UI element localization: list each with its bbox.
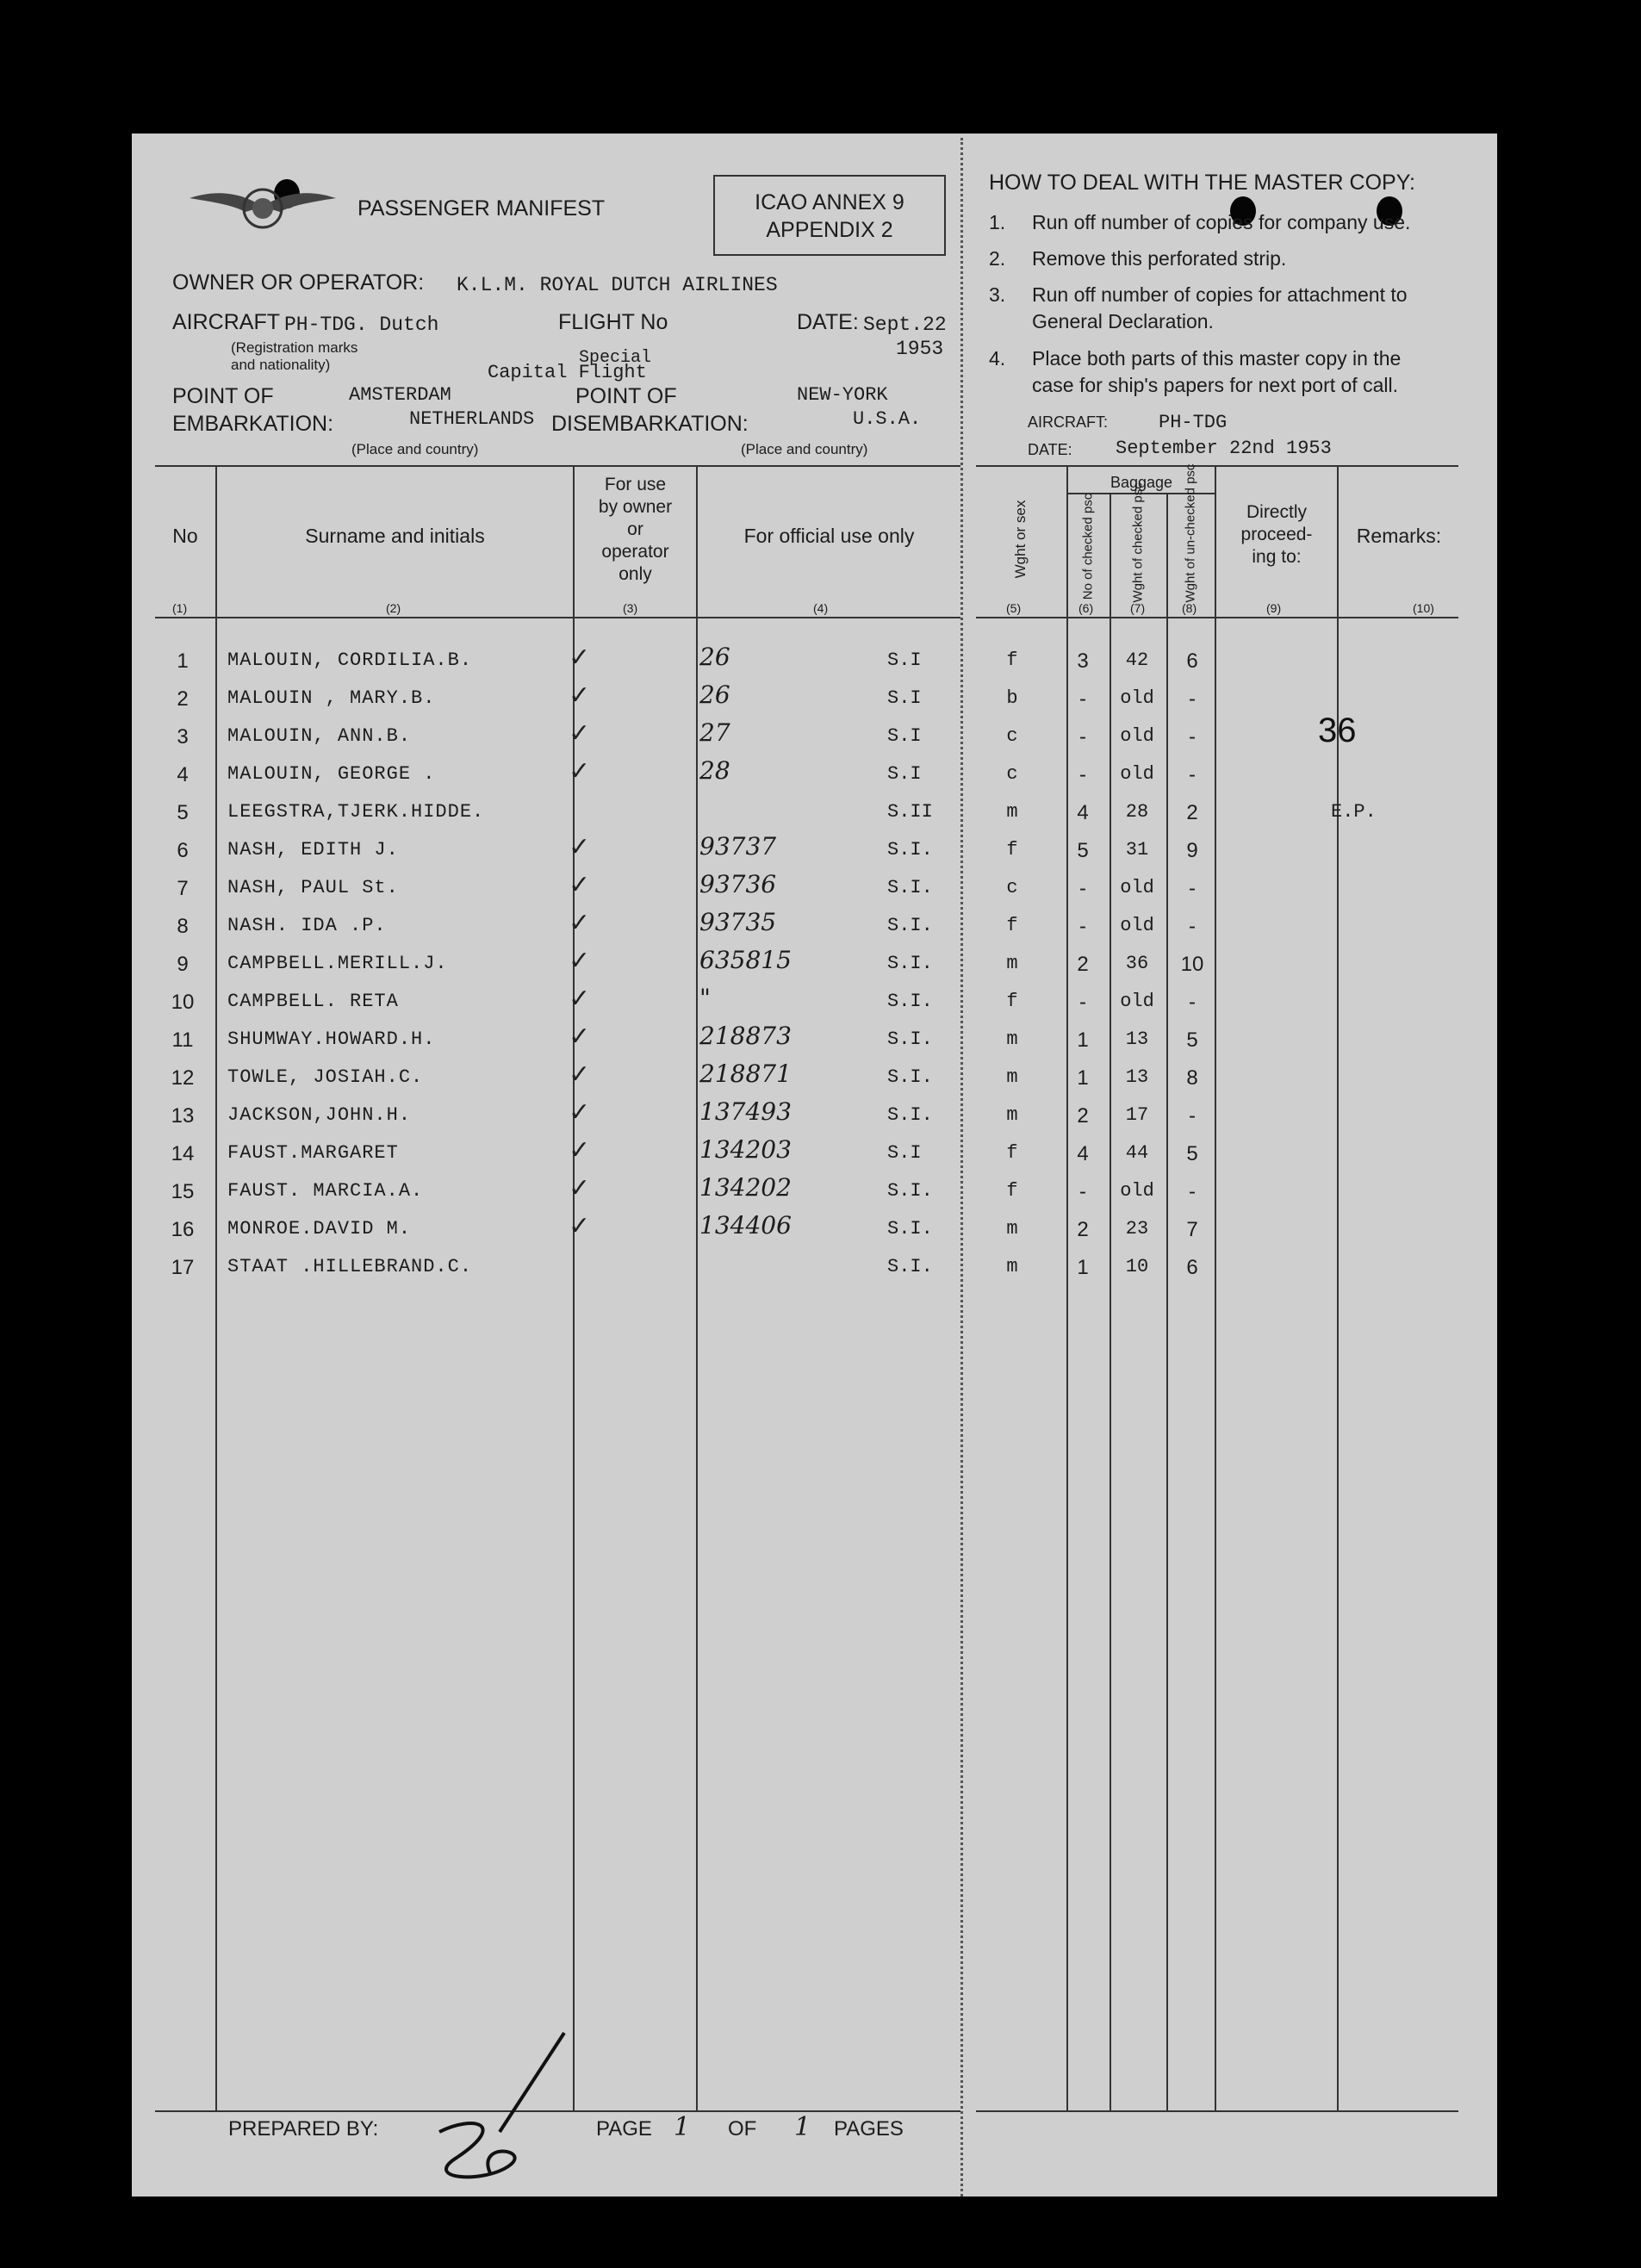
checked-weight: old: [1120, 763, 1154, 785]
weight-or-sex: f: [1006, 839, 1018, 861]
passenger-name: MALOUIN, GEORGE .: [227, 763, 436, 785]
passenger-name: MONROE.DAVID M.: [227, 1218, 412, 1240]
icao-annex: ICAO ANNEX 9: [755, 190, 904, 214]
col-header-no: No: [172, 525, 198, 547]
embarkation-label-2: EMBARKATION:: [172, 412, 334, 436]
manifest-title: PASSENGER MANIFEST: [357, 196, 606, 221]
owner-check-mark: ✓: [569, 719, 591, 748]
page-label: PAGE: [596, 2117, 652, 2141]
table-top-rule: [976, 465, 1458, 467]
owner-use-line: by owner: [598, 497, 673, 517]
unchecked-weight: 2: [1186, 801, 1198, 824]
passenger-name: JACKSON,JOHN.H.: [227, 1104, 412, 1126]
table-row: [0, 718, 1641, 756]
checked-weight: old: [1120, 991, 1154, 1012]
col-number: (4): [813, 601, 829, 615]
checked-weight: old: [1120, 725, 1154, 747]
checked-pieces: 5: [1077, 839, 1089, 862]
handwritten-annotation: 36: [1318, 711, 1357, 749]
table-row: [0, 680, 1641, 718]
prepared-by-label: PREPARED BY:: [228, 2117, 379, 2141]
unchecked-weight: 6: [1186, 649, 1198, 673]
official-number: 93735: [699, 908, 777, 936]
owner-check-mark: ✓: [569, 947, 591, 975]
row-number: 4: [177, 763, 189, 786]
owner-use-line: For use: [604, 475, 667, 494]
owner-value: K.L.M. ROYAL DUTCH AIRLINES: [457, 274, 778, 296]
col-number: (8): [1182, 601, 1197, 615]
owner-check-mark: ✓: [569, 1212, 591, 1240]
checked-pieces: -: [1079, 991, 1086, 1014]
table-top-rule: [155, 465, 960, 467]
passenger-name: SHUMWAY.HOWARD.H.: [227, 1028, 436, 1050]
travel-class: S.I.: [887, 1028, 933, 1050]
checked-pieces: 2: [1077, 1104, 1089, 1128]
directly-line: ing to:: [1252, 547, 1302, 567]
travel-class: S.I.: [887, 1066, 933, 1088]
instruction-1-num: 1.: [989, 211, 1006, 233]
instruction-3: Run off number of copies for attachment to: [1032, 283, 1408, 306]
passenger-name: CAMPBELL.MERILL.J.: [227, 953, 448, 974]
table-row: [0, 1249, 1641, 1287]
checked-weight: 44: [1125, 1142, 1149, 1164]
unchecked-weight: -: [1189, 915, 1196, 938]
checked-weight: old: [1120, 877, 1154, 898]
instructions-title: HOW TO DEAL WITH THE MASTER COPY:: [989, 171, 1415, 195]
unchecked-weight: -: [1189, 1104, 1196, 1128]
flight-value-capital: Capital Flight: [488, 362, 647, 383]
passenger-name: MALOUIN, ANN.B.: [227, 725, 412, 747]
passenger-name: LEEGSTRA,TJERK.HIDDE.: [227, 801, 485, 823]
checked-weight: old: [1120, 915, 1154, 936]
checked-weight: 10: [1125, 1256, 1149, 1277]
disembarkation-place-note: (Place and country): [741, 441, 868, 457]
travel-class: S.I: [887, 687, 922, 709]
official-number: 93736: [699, 870, 777, 898]
flight-value-special: Special: [579, 348, 652, 368]
directly-line: proceed-: [1240, 525, 1313, 544]
passenger-name: MALOUIN , MARY.B.: [227, 687, 436, 709]
weight-or-sex: m: [1006, 1104, 1018, 1126]
weight-or-sex: f: [1006, 1180, 1018, 1202]
weight-or-sex: f: [1006, 649, 1018, 671]
master-aircraft-label: AIRCRAFT:: [1028, 413, 1109, 431]
instruction-2: Remove this perforated strip.: [1032, 247, 1287, 270]
aircraft-label: AIRCRAFT: [172, 310, 280, 334]
page-number: 1: [674, 2112, 691, 2142]
weight-or-sex: c: [1006, 763, 1018, 785]
instruction-1: Run off number of copies for company use.: [1032, 211, 1411, 233]
footer-rule: [976, 2110, 1458, 2112]
instruction-3-num: 3.: [989, 283, 1006, 306]
row-number: 12: [171, 1066, 195, 1090]
weight-or-sex: m: [1006, 1256, 1018, 1277]
icao-appendix: APPENDIX 2: [766, 218, 893, 242]
unchecked-weight: 7: [1186, 1218, 1198, 1241]
travel-class: S.I.: [887, 1180, 933, 1202]
icao-reference-box: [713, 175, 946, 256]
embarkation-city: AMSTERDAM: [349, 384, 451, 406]
signature-icon: [405, 2029, 577, 2192]
col-header-unchecked: Wght of un-checked psc: [1183, 463, 1198, 603]
travel-class: S.I.: [887, 991, 933, 1012]
col-header-official: For official use only: [743, 525, 915, 547]
col-number: (7): [1130, 601, 1146, 615]
checked-weight: old: [1120, 1180, 1154, 1202]
owner-check-mark: ✓: [569, 1098, 591, 1127]
disembarkation-country: U.S.A.: [853, 408, 922, 430]
col-number: (2): [386, 601, 401, 615]
checked-weight: 36: [1125, 953, 1149, 974]
col-header-checked: Wght of checked psc: [1130, 482, 1146, 603]
passenger-name: NASH, PAUL St.: [227, 877, 399, 898]
row-number: 15: [171, 1180, 195, 1203]
disembarkation-label-2: DISEMBARKATION:: [551, 412, 749, 436]
checked-pieces: -: [1079, 1180, 1086, 1203]
checked-weight: 13: [1125, 1028, 1149, 1050]
header-bottom-rule: [976, 617, 1458, 618]
table-row: [0, 756, 1641, 794]
row-number: 9: [177, 953, 189, 976]
unchecked-weight: 5: [1186, 1142, 1198, 1165]
pages-label: PAGES: [834, 2117, 904, 2141]
owner-check-mark: ✓: [569, 681, 591, 710]
official-number: 635815: [699, 946, 792, 974]
table-row: [0, 1211, 1641, 1249]
weight-or-sex: m: [1006, 1066, 1018, 1088]
owner-check-mark: ✓: [569, 1060, 591, 1089]
col-number: (9): [1266, 601, 1282, 615]
checked-pieces: 1: [1077, 1066, 1089, 1090]
master-aircraft-value: PH-TDG: [1159, 412, 1228, 433]
col-header-baggage: Baggage: [1110, 474, 1173, 491]
row-number: 7: [177, 877, 189, 900]
owner-use-line: operator: [601, 542, 669, 562]
weight-or-sex: f: [1006, 991, 1018, 1012]
winged-logo-icon: [185, 172, 340, 241]
checked-pieces: -: [1079, 763, 1086, 786]
row-number: 1: [177, 649, 189, 673]
passenger-name: NASH, EDITH J.: [227, 839, 399, 861]
weight-or-sex: c: [1006, 725, 1018, 747]
travel-class: S.I: [887, 763, 922, 785]
official-number: 93737: [699, 832, 777, 861]
date-year: 1953: [896, 338, 944, 360]
travel-class: S.I.: [887, 1104, 933, 1126]
travel-class: S.I.: [887, 877, 933, 898]
table-row: [0, 1135, 1641, 1173]
unchecked-weight: -: [1189, 991, 1196, 1014]
date-value: Sept.22: [863, 314, 947, 336]
checked-pieces: 1: [1077, 1256, 1089, 1279]
checked-weight: old: [1120, 687, 1154, 709]
checked-pieces: 2: [1077, 1218, 1089, 1241]
aircraft-value: PH-TDG. Dutch: [284, 314, 439, 336]
passenger-name: MALOUIN, CORDILIA.B.: [227, 649, 473, 671]
unchecked-weight: -: [1189, 687, 1196, 711]
travel-class: S.II: [887, 801, 933, 823]
instruction-2-num: 2.: [989, 247, 1006, 270]
weight-or-sex: m: [1006, 1028, 1018, 1050]
owner-label: OWNER OR OPERATOR:: [172, 270, 425, 295]
col-header-directly: [1216, 501, 1337, 569]
official-number: 218871: [699, 1059, 792, 1088]
col-header-name: Surname and initials: [305, 525, 485, 547]
weight-or-sex: m: [1006, 801, 1018, 823]
unchecked-weight: -: [1189, 877, 1196, 900]
registration-note: (Registration marks: [231, 339, 358, 356]
checked-weight: 23: [1125, 1218, 1149, 1240]
row-number: 8: [177, 915, 189, 938]
owner-check-mark: ✓: [569, 833, 591, 861]
official-number: 27: [699, 718, 730, 747]
of-label: OF: [728, 2117, 757, 2141]
table-row: [0, 794, 1641, 832]
table-row: [0, 1059, 1641, 1097]
row-number: 6: [177, 839, 189, 862]
row-number: 10: [171, 991, 195, 1014]
weight-or-sex: c: [1006, 877, 1018, 898]
owner-check-mark: ✓: [569, 1022, 591, 1051]
row-number: 13: [171, 1104, 195, 1128]
embarkation-country: NETHERLANDS: [409, 408, 535, 430]
row-number: 3: [177, 725, 189, 749]
disembarkation-city: NEW-YORK: [797, 384, 888, 406]
checked-pieces: 1: [1077, 1028, 1089, 1052]
table-row: [0, 946, 1641, 984]
header-bottom-rule: [155, 617, 960, 618]
table-row: [0, 1097, 1641, 1135]
unchecked-weight: -: [1189, 763, 1196, 786]
instruction-3-cont: General Declaration.: [1032, 310, 1214, 332]
official-number: 218873: [699, 1022, 792, 1050]
passenger-name: FAUST. MARCIA.A.: [227, 1180, 424, 1202]
checked-pieces: -: [1079, 915, 1086, 938]
table-row: [0, 870, 1641, 908]
col-header-owner-use: [575, 474, 696, 586]
passenger-name: FAUST.MARGARET: [227, 1142, 399, 1164]
unchecked-weight: 6: [1186, 1256, 1198, 1279]
travel-class: S.I.: [887, 953, 933, 974]
passenger-name: TOWLE, JOSIAH.C.: [227, 1066, 424, 1088]
official-number: 134203: [699, 1135, 792, 1164]
unchecked-weight: 9: [1186, 839, 1198, 862]
col-number: (6): [1078, 601, 1094, 615]
travel-class: S.I: [887, 725, 922, 747]
checked-pieces: 4: [1077, 801, 1089, 824]
owner-check-mark: ✓: [569, 1136, 591, 1165]
travel-class: S.I: [887, 1142, 922, 1164]
row-number: 14: [171, 1142, 195, 1165]
weight-or-sex: m: [1006, 953, 1018, 974]
col-header-weight-sex: Wght or sex: [1012, 500, 1029, 579]
row-number: 16: [171, 1218, 195, 1241]
owner-check-mark: ✓: [569, 871, 591, 899]
official-number: 26: [699, 680, 730, 709]
passenger-name: NASH. IDA .P.: [227, 915, 387, 936]
row-number: 5: [177, 801, 189, 824]
master-date-label: DATE:: [1028, 441, 1072, 458]
checked-pieces: -: [1079, 725, 1086, 749]
official-number: 28: [699, 756, 730, 785]
unchecked-weight: 10: [1180, 953, 1204, 976]
table-row: [0, 1173, 1641, 1211]
table-row: [0, 984, 1641, 1022]
owner-use-line: only: [618, 564, 652, 584]
row-number: 2: [177, 687, 189, 711]
travel-class: S.I.: [887, 1218, 933, 1240]
weight-or-sex: f: [1006, 1142, 1018, 1164]
col-number: (5): [1006, 601, 1022, 615]
travel-class: S.I.: [887, 839, 933, 861]
owner-check-mark: ✓: [569, 1174, 591, 1202]
table-row: [0, 832, 1641, 870]
row-number: 17: [171, 1256, 195, 1279]
col-number: (3): [623, 601, 638, 615]
checked-pieces: 2: [1077, 953, 1089, 976]
travel-class: S.I: [887, 649, 922, 671]
col-header-remarks: Remarks:: [1356, 525, 1442, 547]
weight-or-sex: f: [1006, 915, 1018, 936]
unchecked-weight: 5: [1186, 1028, 1198, 1052]
unchecked-weight: -: [1189, 1180, 1196, 1203]
date-label: DATE:: [797, 310, 859, 334]
master-date-value: September 22nd 1953: [1116, 438, 1332, 459]
owner-check-mark: ✓: [569, 985, 591, 1013]
checked-pieces: -: [1079, 687, 1086, 711]
embarkation-label: POINT OF: [172, 384, 274, 408]
checked-pieces: 3: [1077, 649, 1089, 673]
owner-use-line: or: [627, 519, 643, 539]
col-header-pcs: No of checked psc: [1080, 493, 1096, 600]
official-number: 26: [699, 643, 730, 671]
directly-line: Directly: [1246, 502, 1307, 522]
embarkation-place-note: (Place and country): [351, 441, 479, 457]
weight-or-sex: m: [1006, 1218, 1018, 1240]
official-number: 137493: [699, 1097, 792, 1126]
col-number: (10): [1413, 601, 1434, 615]
disembarkation-label: POINT OF: [575, 384, 677, 408]
checked-pieces: 4: [1077, 1142, 1089, 1165]
checked-pieces: -: [1079, 877, 1086, 900]
checked-weight: 13: [1125, 1066, 1149, 1088]
instruction-4-cont: case for ship's papers for next port of call.: [1032, 374, 1398, 396]
official-number: 134202: [699, 1173, 792, 1202]
passenger-name: CAMPBELL. RETA: [227, 991, 399, 1012]
unchecked-weight: 8: [1186, 1066, 1198, 1090]
owner-check-mark: ✓: [569, 643, 591, 672]
checked-weight: 28: [1125, 801, 1149, 823]
page-total: 1: [794, 2112, 811, 2142]
instruction-4-num: 4.: [989, 347, 1006, 370]
row-number: 11: [171, 1028, 194, 1052]
passenger-name: STAAT .HILLEBRAND.C.: [227, 1256, 473, 1277]
instruction-4: Place both parts of this master copy in the: [1032, 347, 1402, 370]
nationality-note: and nationality): [231, 357, 331, 373]
official-number: 134406: [699, 1211, 792, 1240]
owner-check-mark: ✓: [569, 909, 591, 937]
table-row: [0, 643, 1641, 680]
travel-class: S.I.: [887, 1256, 933, 1277]
unchecked-weight: -: [1189, 725, 1196, 749]
flight-label: FLIGHT No: [558, 310, 668, 334]
remarks-value: E.P.: [1331, 801, 1377, 823]
checked-weight: 31: [1125, 839, 1149, 861]
table-row: [0, 908, 1641, 946]
col-number: (1): [172, 601, 188, 615]
table-row: [0, 1022, 1641, 1059]
owner-check-mark: ✓: [569, 757, 591, 786]
official-number: ": [699, 984, 711, 1012]
weight-or-sex: b: [1006, 687, 1018, 709]
travel-class: S.I.: [887, 915, 933, 936]
checked-weight: 17: [1125, 1104, 1149, 1126]
checked-weight: 42: [1125, 649, 1149, 671]
